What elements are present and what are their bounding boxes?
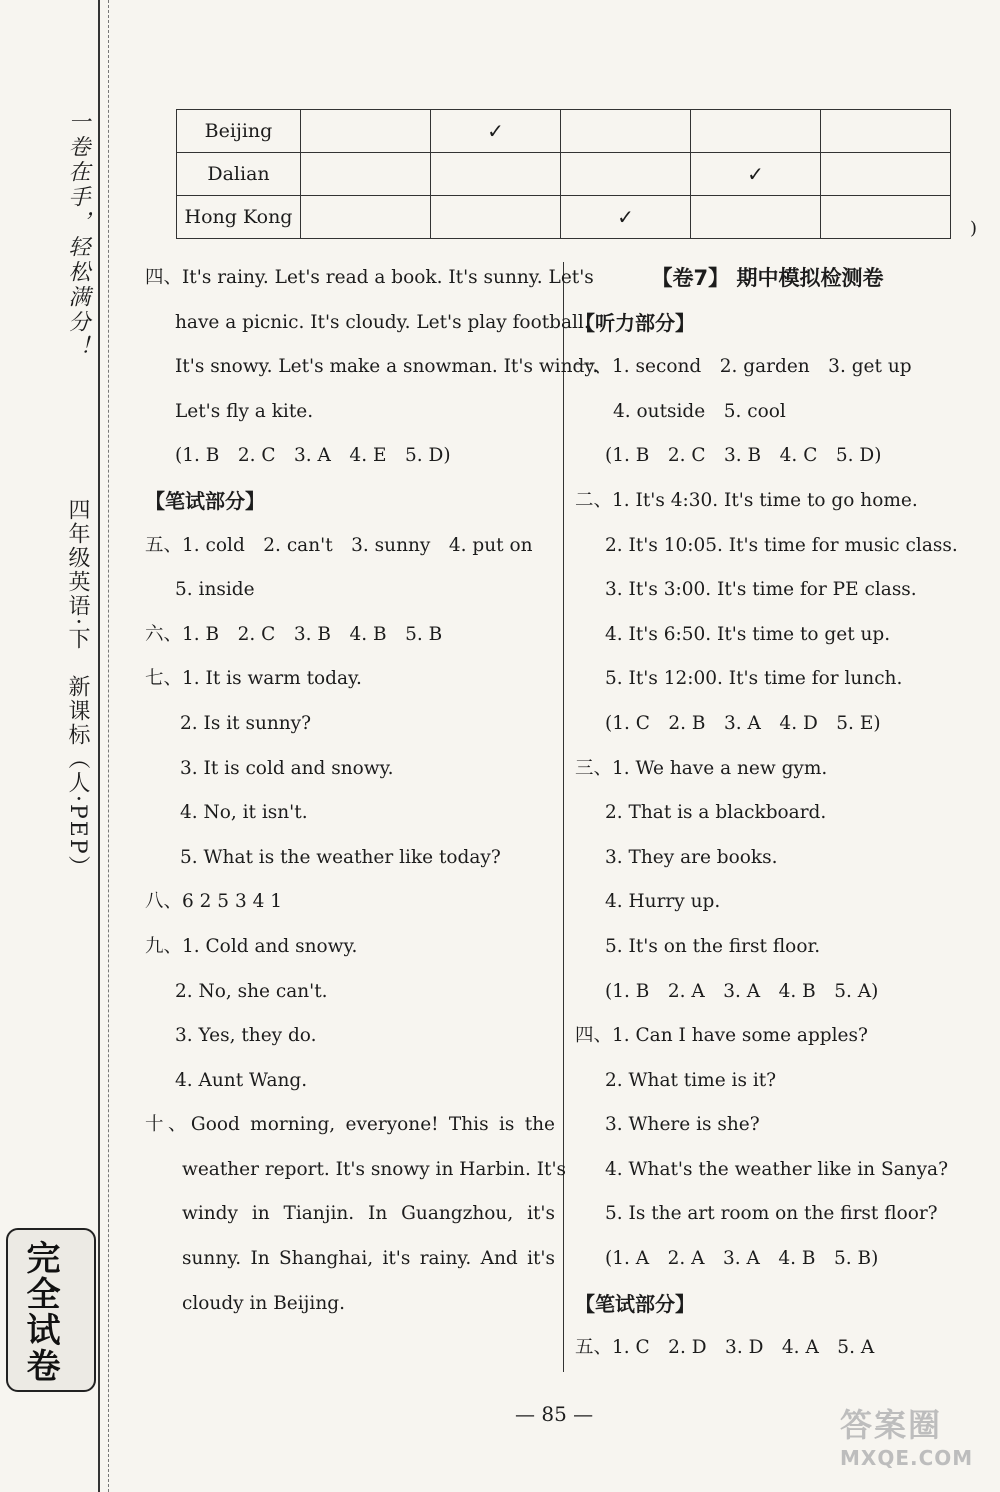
answer-line: 八、6 2 5 3 4 1 (145, 891, 283, 913)
answer-line: 4. No, it isn't. (180, 802, 308, 824)
answer-line: 十、Good morning, everyone! This is the (145, 1114, 555, 1136)
table-cell: ✓ (691, 153, 821, 196)
answer-line: 2. No, she can't. (175, 980, 328, 1002)
table-cell (301, 153, 431, 196)
watermark-top-text: 答案圈 (840, 1406, 943, 1444)
answer-line: 九、1. Cold and snowy. (145, 935, 358, 957)
table-cell (301, 110, 431, 153)
answer-line: 4. It's 6:50. It's time to get up. (605, 623, 891, 645)
answer-line: 3. It is cold and snowy. (180, 757, 394, 779)
table-cell: ✓ (431, 110, 561, 153)
page-number: — 85 — (515, 1402, 594, 1426)
binding-sidebar (0, 0, 115, 1492)
answer-line: 五、1. C 2. D 3. D 4. A 5. A (575, 1337, 875, 1359)
table-row (177, 110, 951, 153)
answer-line: 2. What time is it? (605, 1069, 777, 1091)
answer-line: 六、1. B 2. C 3. B 4. B 5. B (145, 623, 443, 645)
answer-line: 4. Hurry up. (605, 891, 721, 913)
table-row (177, 196, 951, 239)
answer-line: 4. outside 5. cool (613, 400, 786, 422)
answer-line: 3. They are books. (605, 846, 778, 868)
answer-line: windy in Tianjin. In Guangzhou, it's (182, 1203, 555, 1225)
sidebar-rule (98, 0, 100, 1492)
sidebar-cut-line (108, 0, 109, 1492)
table-city-cell: Dalian (177, 153, 301, 196)
answer-line: 五、1. cold 2. can't 3. sunny 4. put on (145, 534, 533, 556)
answer-line: 5. Is the art room on the first floor? (605, 1203, 938, 1225)
answer-line: 2. Is it sunny? (180, 712, 312, 734)
answer-key-line: (1. C 2. B 3. A 4. D 5. E) (605, 712, 881, 734)
column-divider (563, 262, 564, 1372)
table-cell (821, 153, 951, 196)
table-row (177, 153, 951, 196)
sidebar-grade-label: 四年级英语·下 新课标（人·PEP） (65, 498, 90, 880)
answer-line: 3. Yes, they do. (175, 1025, 317, 1047)
answer-line: Let's fly a kite. (175, 400, 314, 422)
answer-line: 七、1. It is warm today. (145, 668, 362, 690)
table-cell: ✓ (561, 196, 691, 239)
answer-line: 4. Aunt Wang. (175, 1069, 308, 1091)
section-heading: 【笔试部分】 (145, 488, 265, 513)
weather-check-table (176, 109, 951, 239)
sidebar-slogan: 一卷在手，轻松满分！ (65, 110, 90, 360)
table-cell (821, 110, 951, 153)
answer-line: 4. What's the weather like in Sanya? (605, 1158, 948, 1180)
table-cell (561, 153, 691, 196)
answer-line: have a picnic. It's cloudy. Let's play football. (175, 311, 590, 333)
left-answer-column (145, 256, 599, 1326)
answer-line: cloudy in Beijing. (182, 1292, 345, 1314)
answer-line: 3. Where is she? (605, 1114, 760, 1136)
answer-key-line: (1. B 2. C 3. A 4. E 5. D) (175, 445, 451, 467)
table-cell (431, 196, 561, 239)
answer-line: 5. It's on the first floor. (605, 935, 821, 957)
section-heading: 【听力部分】 (575, 310, 695, 335)
table-cell (301, 196, 431, 239)
answer-key-line: (1. B 2. C 3. B 4. C 5. D) (605, 445, 882, 467)
table-city-cell: Beijing (177, 110, 301, 153)
answer-line: 5. It's 12:00. It's time for lunch. (605, 668, 903, 690)
right-answer-column (575, 256, 960, 1371)
table-cell (691, 196, 821, 239)
answer-line: weather report. It's snowy in Harbin. It's (182, 1158, 567, 1180)
table-cell (431, 153, 561, 196)
table-trailing-paren: ) (970, 218, 978, 239)
table-cell (561, 110, 691, 153)
table-cell (691, 110, 821, 153)
answer-line: 四、It's rainy. Let's read a book. It's sunny. Let's (145, 267, 594, 288)
answer-line: 二、1. It's 4:30. It's time to go home. (575, 489, 918, 511)
section-heading: 【笔试部分】 (575, 1291, 695, 1316)
exam-title: 【卷7】 期中模拟检测卷 (651, 266, 884, 290)
answer-line: 一、1. second 2. garden 3. get up (575, 356, 912, 378)
answer-line: 3. It's 3:00. It's time for PE class. (605, 579, 917, 601)
answer-line: 三、1. We have a new gym. (575, 757, 828, 779)
answer-key-line: (1. B 2. A 3. A 4. B 5. A) (605, 980, 879, 1002)
answer-line: 2. It's 10:05. It's time for music class. (605, 534, 958, 556)
answer-line: It's snowy. Let's make a snowman. It's windy. (175, 356, 599, 378)
table-cell (821, 196, 951, 239)
answer-line: 5. What is the weather like today? (180, 846, 501, 868)
answer-line: 5. inside (175, 579, 255, 601)
brand-logo-text: 完全试卷 (20, 1240, 60, 1384)
table-city-cell: Hong Kong (177, 196, 301, 239)
watermark-url-text: MXQE.COM (840, 1446, 974, 1470)
answer-key-line: (1. A 2. A 3. A 4. B 5. B) (605, 1248, 879, 1270)
answer-line: sunny. In Shanghai, it's rainy. And it's (182, 1248, 555, 1270)
site-watermark (840, 1400, 990, 1484)
answer-line: 2. That is a blackboard. (605, 802, 827, 824)
answer-line: 四、1. Can I have some apples? (575, 1025, 868, 1047)
